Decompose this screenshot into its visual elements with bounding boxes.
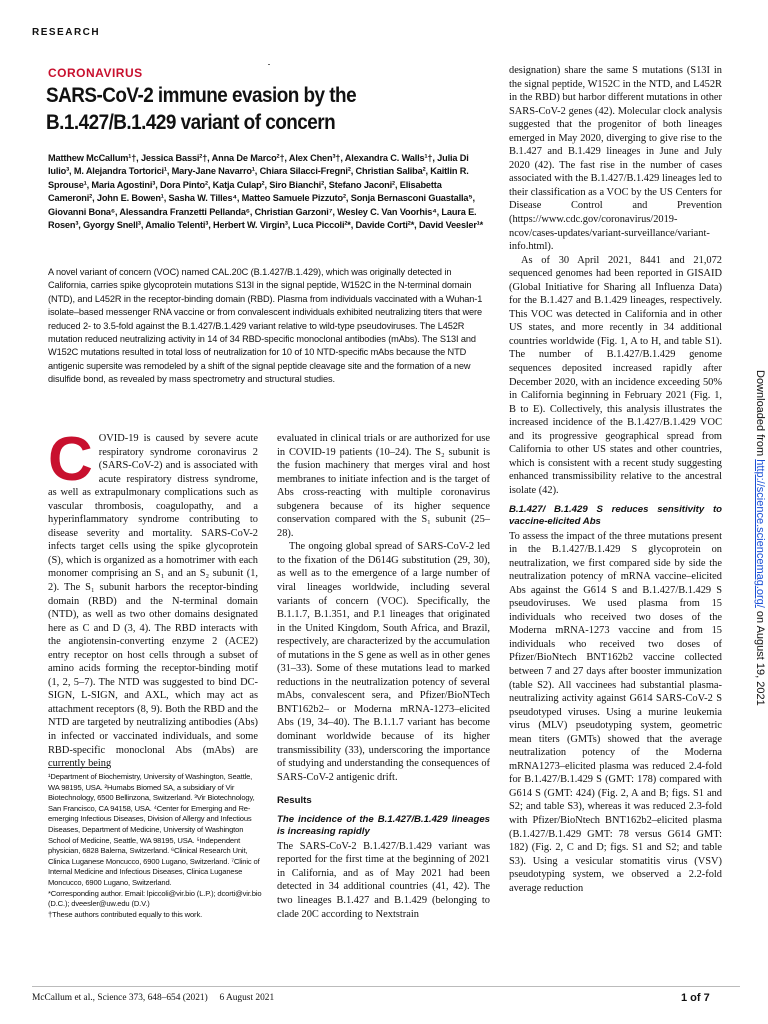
page-number: 1 of 7 xyxy=(681,992,710,1004)
subsection-heading: The incidence of the B.1.427/B.1.429 lineages is increasing rapidly xyxy=(277,813,490,837)
paragraph: To assess the impact of the three mutations present in the B.1.427/B.1.429 S glycoprotein on neutralization, we first compared side by side the neutralization potency of mRNA vaccine–elicited Abs against the G614 S and B.1.427/B.1.429 S pseudoviruses. We used plasma from 15 individuals who received two doses of the Moderna mRNA-1273 vaccine and from 15 individuals who received two doses of Pfizer/BioNtech BNT162b2 vaccine collected between 7 and 27 days after booster immunization (table S2). All vaccinees had substantial plasma-neutralizing activity against G614 SARS-CoV-2 S pseudotyped viruses. Using a murine leukemia virus (MLV) pseudotyping system, geometric mean titers (GMTs) showed that the average neutralization potency of the Moderna mRNA1273–elicited plasma was reduced 2.4-fold for B.1.427/B.1.429 S (GMT: 178) compared with G614 S (GMT: 424) (Fig. 2, A and B; figs. S1 and S2; and table S3), whereas it was reduced 2.3-fold with Pfizer/BioNtech BNT162b2–elicited plasma (B.1.427/B.1.429 GMT: 78 versus G614 GMT: 182) (Fig. 2, C and D; figs. S1 and S2; and table S3). Using a vesicular stomatitis virus (VSV) pseudotyping system, we observed a 2.2-fold average reduction xyxy=(509,530,722,894)
footer-citation: McCallum et al., Science 373, 648–654 (2021) 6 August 2021 xyxy=(32,993,275,1003)
results-heading: Results xyxy=(277,795,312,807)
section-label: RESEARCH xyxy=(32,27,101,38)
divider xyxy=(268,64,270,65)
author-list: Matthew McCallum¹†, Jessica Bassi²†, Anna De Marco²†, Alex Chen³†, Alexandra C. Walls¹†, Julia Di Iulio³, M. Alejandra Tortorici¹, Mary-Jane Navarro¹, Chiara Silacci-Fregni², Christian Saliba², Kaitlin R. Sprouse¹, Maria Agostini³, Dora Pinto², Katja Culap², Siro Bianchi², Stefano Jaconi², Elisabetta Cameroni², John E. Bowen¹, Sasha W. Tilles⁴, Matteo Samuele Pizzuto², Sonja Bernasconi Guastalla⁵, Giovanni Bona⁶, Alessandra Franzetti Pellanda⁶, Christian Garzoni⁷, Wesley C. Van Voorhis⁴, Laura E. Rosen³, Gyorgy Snell³, Amalio Telenti³, Herbert W. Virgin³, Luca Piccoli²*, Davide Corti²*, David Veesler¹* xyxy=(48,153,484,231)
affiliations xyxy=(48,772,262,920)
body-column-1 xyxy=(48,425,258,771)
paragraph: The SARS-CoV-2 B.1.427/B.1.429 variant was reported for the first time at the beginning of 2021 in California, and as of May 2021 had been detected in 34 additional countries (41, 42). The two lineages B.1.427 and B.1.429 (belonging to clade 20C according to Nextstrain xyxy=(277,840,490,920)
source-link[interactable]: http://science.sciencemag.org/ xyxy=(754,459,766,608)
paragraph: designation) share the same S mutations (S13I in the signal peptide, W152C in the NTD, and L452R in the RBD) but harbor different mutations in other SARS-CoV-2 genes (42). Molecular clock analysis suggested that the progenitor of both lineages emerged in May 2020, diverging to give rise to the B.1.427 and B.1.429 lineages in June and July 2020 (42). The fast rise in the number of cases associated with the B.1.427/B.1.429 lineages led to their classification as a VOC by the US Centers for Disease Control and Prevention (https://www.cdc.gov/coronavirus/2019-ncov/cases-updates/variant-surveillance/variant-info.html). xyxy=(509,65,722,253)
download-date: on August 19, 2021 xyxy=(754,607,766,706)
corresponding-author: *Corresponding author. Email: lpiccoli@vir.bio (L.P.); dcorti@vir.bio (D.C.); dveesler@uw.edu (D.V.) xyxy=(48,888,262,909)
subsection-heading: B.1.427/ B.1.429 S reduces sensitivity to vaccine-elicited Abs xyxy=(509,503,722,527)
paragraph: The ongoing global spread of SARS-CoV-2 led to the fixation of the D614G substitution (29, 30), as well as to the emergence of a large number of viral lineages worldwide, including several variants of concern (VOC). Specifically, the B.1.1.7, B.1.351, and P.1 lineages that originated in the United Kingdom, South Africa, and Brazil, respectively, are characterized by the accumulation of mutations in the S gene as well as in other genes (31–33). Some of these mutations lead to marked reductions in the neutralization potency of several mAbs, convalescent sera, and Pfizer/BioNTech BNT162b2– or Moderna mRNA-1273–elicited Abs (19, 34–40). The B.1.1.7 variant has become dominant worldwide because of its higher transmissibility (33), underscoring the importance of studying and understanding the consequences of SARS-CoV-2 antigenic drift. xyxy=(277,541,490,783)
download-note xyxy=(754,370,766,706)
abstract: A novel variant of concern (VOC) named CAL.20C (B.1.427/B.1.429), which was originally detected in California, carries spike glycoprotein mutations S13I in the signal peptide, W152C in the N-terminal domain (NTD), and L452R in the receptor-binding domain (RBD). Plasma from individuals vaccinated with a Wuhan-1 isolate–based messenger RNA vaccine or from convalescent individuals exhibited neutralizing titers that were reduced 2- to 3.5-fold against the B.1.427/B.1.429 variant relative to wild-type pseudoviruses. The L452R mutation reduced neutralizing activity in 14 of 34 RBD-specific monoclonal antibodies (mAbs). The S13I and W152C mutations resulted in total loss of neutralization for 10 of 10 NTD-specific mAbs because the NTD antigenic supersite was remodeled by a shift of the signal peptide cleavage site and the formation of a new disulfide bond, as revealed by mass spectrometry and structural studies. xyxy=(48,267,483,385)
affiliation-text: ¹Department of Biochemistry, University of Washington, Seattle, WA 98195, USA. ²Humabs Biomed SA, a subsidiary of Vir Biotechnology, 6500 Bellinzona, Switzerland. ³Vir Biotechnology, San Francisco, CA 94158, USA. ⁴Center for Emerging and Re-emerging Infectious Diseases, Division of Allergy and Infectious Diseases, Department of Medicine, University of Washington School of Medicine, Seattle, WA 98195, USA. ⁵Independent physician, 6828 Balerna, Switzerland. ⁶Clinical Research Unit, Clinica Luganese Moncucco, 6900 Lugano, Switzerland. ⁷Clinic of Internal Medicine and Infectious Diseases, Clinica Luganese Moncucco, 6900 Lugano, Switzerland. xyxy=(48,772,260,887)
paragraph: As of 30 April 2021, 8441 and 21,072 sequenced genomes had been reported in GISAID (Global Initiative for Sharing all Influenza Data) for the B.1.427 and B.1.429 lineages, respectively. This VOC was detected in California and in other US states, and more recently in 34 additional countries worldwide (Fig. 1, A to H, and table S1). The number of B.1.427/B.1.429 genome sequences deposited increased rapidly after December 2020, with an incidence exceeding 50% in California beginning in February 2021 (Fig. 1, B to E). Collectively, this analysis illustrates the increased incidence of the B.1.427/B.1.429 VOC and its progressive geographical spread from California to other US states and other countries, which is consistent with a recent study suggesting enhanced transmissibility relative to the ancestral isolate (42). xyxy=(509,254,722,496)
footnote-divider xyxy=(48,767,108,768)
article-kicker: CORONAVIRUS xyxy=(48,66,143,80)
body-column-3 xyxy=(509,64,722,895)
paragraph: evaluated in clinical trials or are authorized for use in COVID-19 patients (10–24). The S₂ subunit is the fusion machinery that merges viral and host membranes to initiate infection and is the target of Abs cross-reacting with multiple coronavirus subgenera because of its higher sequence conservation compared with the S₁ subunit (25–28). xyxy=(277,433,490,539)
drop-cap: C xyxy=(48,425,93,494)
equal-contribution-note: †These authors contributed equally to this work. xyxy=(48,909,203,919)
body-column-2 xyxy=(277,432,490,921)
footer-divider xyxy=(32,986,740,987)
article-title: SARS-CoV-2 immune evasion by the B.1.427/B.1.429 variant of concern xyxy=(46,83,357,134)
paragraph: OVID-19 is caused by severe acute respiratory syndrome coronavirus 2 (SARS-CoV-2) and is associated with acute respiratory distress syndrome, as well as extrapulmonary complications such as vascular thrombosis, coagulopathy, and a hyperinflammatory syndrome contributing to disease severity and mortality. SARS-CoV-2 infects target cells using the spike glycoprotein (S), which is organized as a homotrimer with each monomer comprising an S₁ and an S₂ subunit (1, 2). The S₁ subunit harbors the receptor-binding domain (RBD) and the N-terminal domain (NTD), as well as two other domains designated here as C and D (3, 4). The RBD interacts with the angiotensin-converting enzyme 2 (ACE2) entry receptor on host cells through a subset of amino acids forming the receptor-binding motif (1, 2, 5–7). The NTD was suggested to bind DC-SIGN, L-SIGN, and AXL, which may act as attachment receptors (8, 9). Both the RBD and the NTD are targeted by neutralizing antibodies (Abs) in infected or vaccinated individuals, and some RBD-specific monoclonal Abs (mAbs) are currently being xyxy=(48,433,258,770)
download-sidebar xyxy=(752,370,766,706)
download-prefix: Downloaded from xyxy=(754,370,766,460)
